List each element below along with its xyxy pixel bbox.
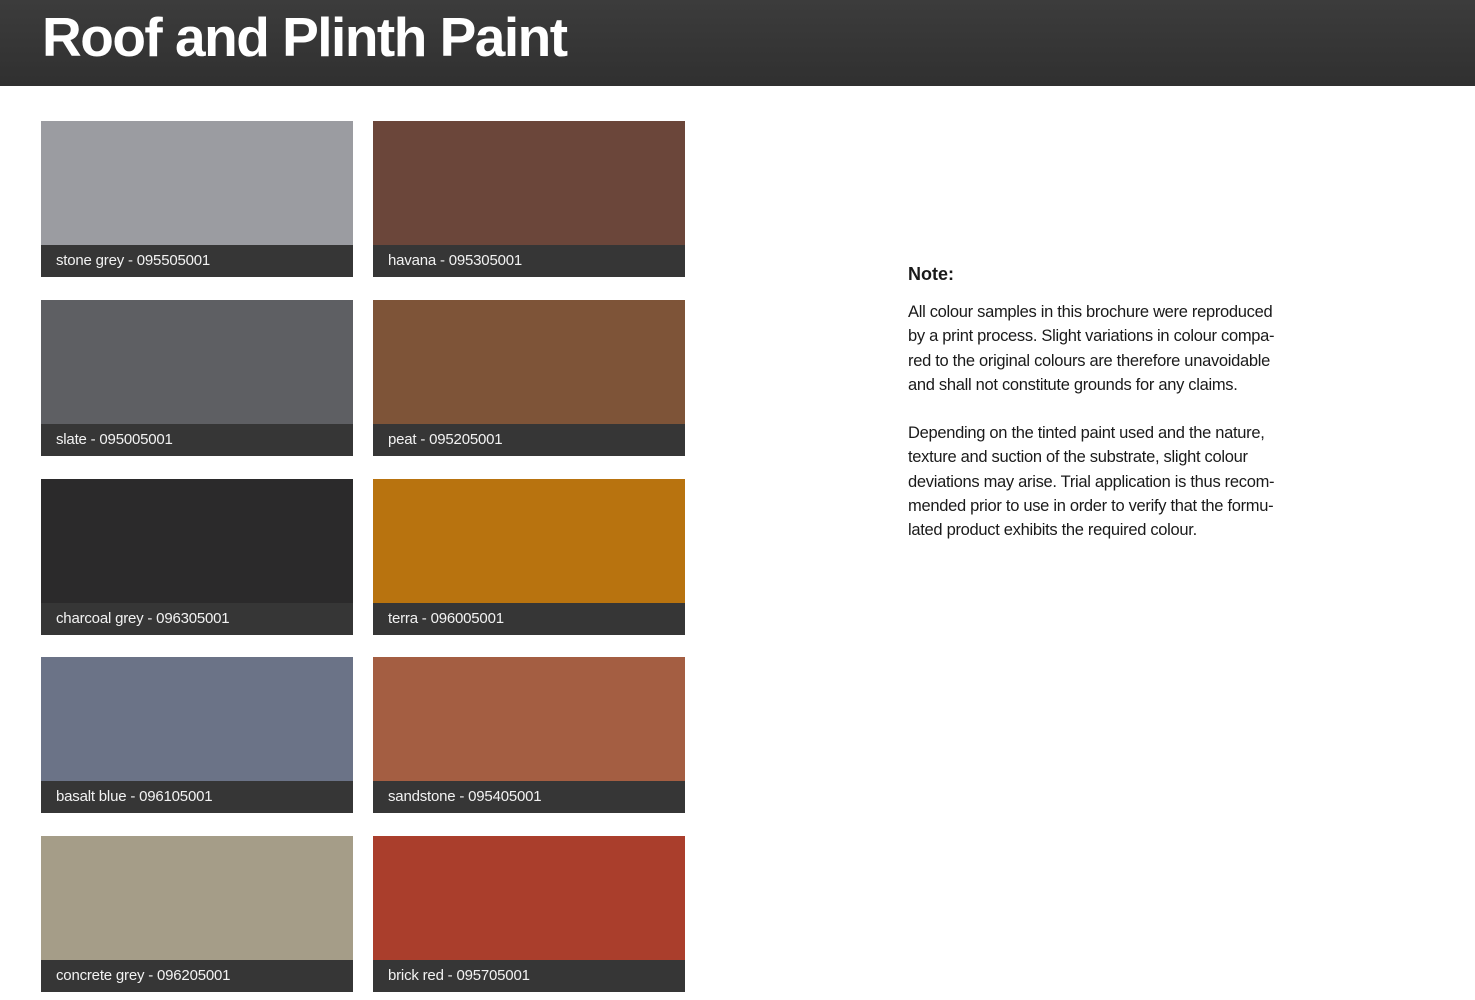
note-paragraph-print-process [908,300,1304,397]
note-paragraph-trial-application [908,421,1304,542]
swatch-charcoal-grey [41,479,353,635]
note-heading: Note: [908,264,954,284]
note-line: All colour samples in this brochure were reproduced [908,303,1273,321]
note-line: by a print process. Slight variations in colour compa- [908,327,1275,346]
swatch-label: terra - 096005001 [388,610,504,627]
swatch-color-sample [41,300,353,424]
page-header [0,0,1475,86]
swatch-label-bar [41,603,353,635]
swatch-label: brick red - 095705001 [388,967,530,984]
swatch-color-sample [41,836,353,960]
swatch-label: havana - 095305001 [388,252,523,269]
swatch-stone-grey [41,121,353,277]
swatch-color-sample [41,121,353,245]
swatch-color-sample [373,836,685,960]
swatch-label: basalt blue - 096105001 [56,788,213,805]
swatch-label-bar [41,960,353,992]
note-line: deviations may arise. Trial application is thus recom- [908,472,1275,491]
note-line: lated product exhibits the required colour. [908,521,1197,540]
swatch-label-bar [373,960,685,992]
swatch-label: sandstone - 095405001 [388,788,542,805]
note-line: texture and suction of the substrate, slight colour [908,448,1248,467]
swatch-basalt-blue [41,657,353,813]
swatch-label-bar [373,424,685,456]
swatch-label-bar [373,245,685,277]
swatch-color-sample [41,479,353,603]
swatch-label: concrete grey - 096205001 [56,967,231,984]
swatch-color-sample [373,657,685,781]
note-line: Depending on the tinted paint used and the nature, [908,424,1265,443]
swatch-peat [373,300,685,456]
swatch-label: peat - 095205001 [388,431,503,448]
swatch-color-sample [373,479,685,603]
note-section [908,262,1304,567]
swatch-label-bar [373,781,685,813]
swatch-label: slate - 095005001 [56,431,173,448]
swatch-label: charcoal grey - 096305001 [56,610,230,627]
swatch-terra [373,479,685,635]
swatch-label-bar [41,781,353,813]
swatch-sandstone [373,657,685,813]
note-line: and shall not constitute grounds for any claims. [908,375,1238,394]
swatch-color-sample [373,121,685,245]
swatch-label-bar [41,245,353,277]
swatch-brick-red [373,836,685,992]
swatch-havana [373,121,685,277]
swatch-concrete-grey [41,836,353,992]
note-line: mended prior to use in order to verify that the formu- [908,497,1274,516]
swatch-label-bar [41,424,353,456]
swatch-label: stone grey - 095505001 [56,252,211,269]
swatch-color-sample [373,300,685,424]
swatch-color-sample [41,657,353,781]
swatch-label-bar [373,603,685,635]
page-title: Roof and Plinth Paint [42,6,567,68]
note-line: red to the original colours are therefore unavoidable [908,351,1271,370]
swatch-slate [41,300,353,456]
